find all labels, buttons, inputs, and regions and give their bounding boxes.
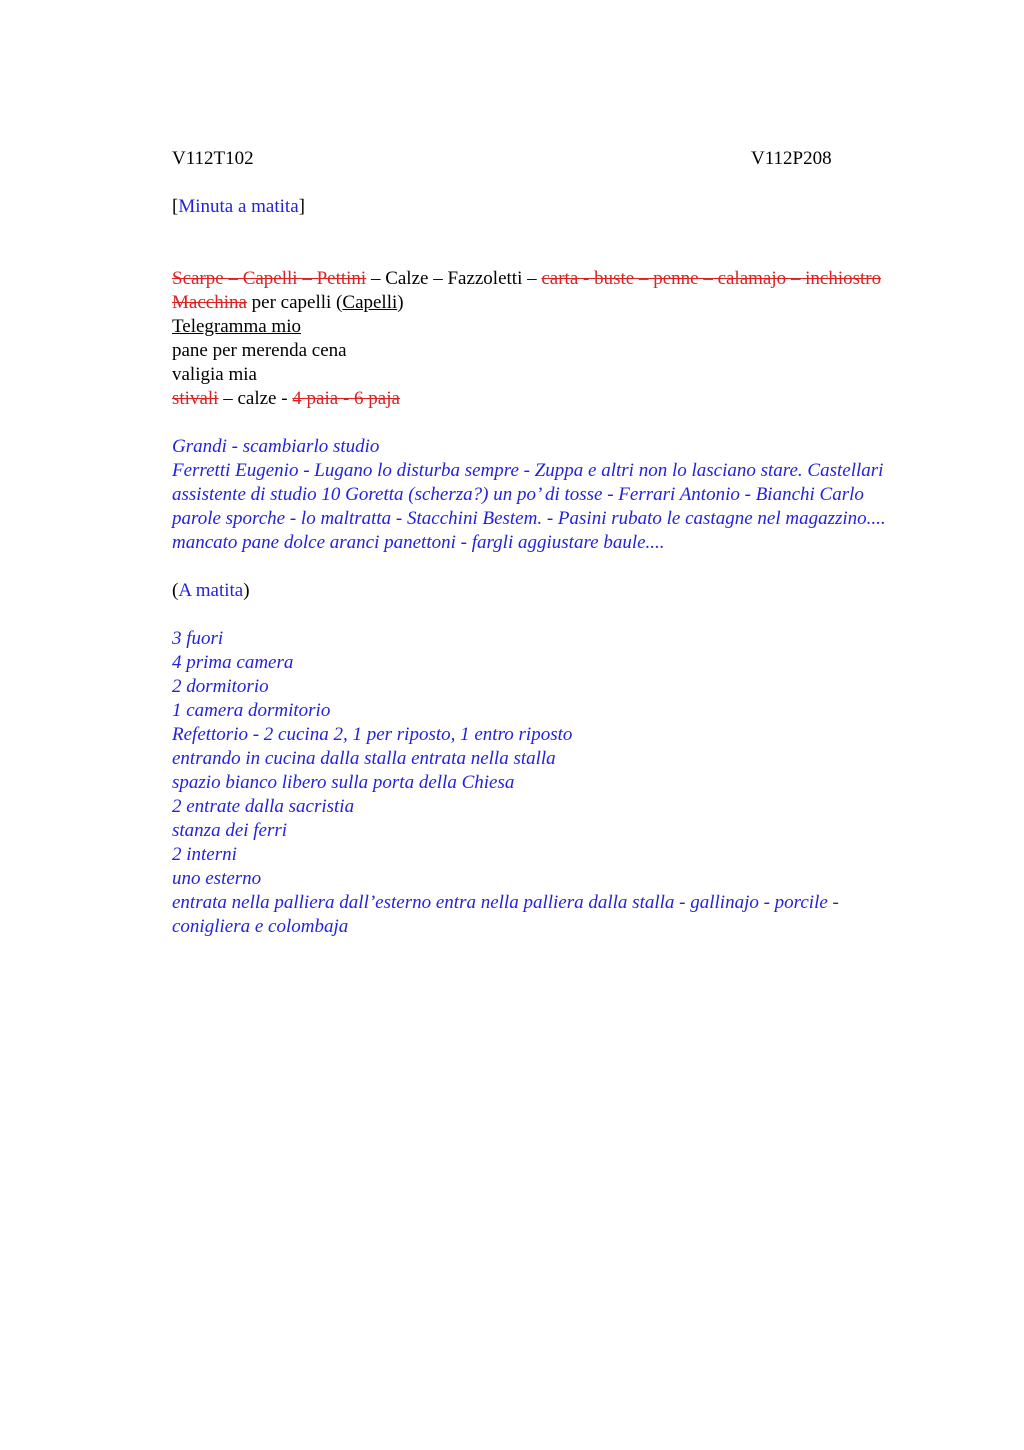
pencil-label: A matita xyxy=(178,580,244,601)
italic-notes-block xyxy=(172,435,912,555)
list-line-2 xyxy=(172,291,912,315)
room-line: entrata nella palliera dall’esterno entra nella palliera dalla stalla - gallinajo - porcile - conigliera e colombaja xyxy=(172,892,839,937)
deleted-text: Scarpe – Capelli – Pettini xyxy=(172,268,367,289)
bracket-open: [ xyxy=(172,196,179,217)
room-line: stanza dei ferri xyxy=(172,820,288,841)
room-line: 3 fuori xyxy=(172,628,224,649)
right-code: V112P208 xyxy=(751,148,832,169)
room-line: 4 prima camera xyxy=(172,652,294,673)
list-line-1 xyxy=(172,267,912,291)
deleted-text: Macchina xyxy=(172,292,247,313)
room-line: 1 camera dormitorio xyxy=(172,700,331,721)
italic-note: mancato pane dolce aranci panettoni - fargli aggiustare baule.... xyxy=(172,532,665,553)
room-line: 2 entrate dalla sacristia xyxy=(172,796,355,817)
list-text: per capelli ( xyxy=(246,292,343,313)
list-line-6 xyxy=(172,387,912,411)
room-line: spazio bianco libero sulla porta della Chiesa xyxy=(172,772,515,793)
deleted-text: 4 paia - 6 paja xyxy=(292,388,400,409)
underlined-text: Capelli xyxy=(342,292,398,313)
deleted-text: carta - buste – penne – calamajo – inchiostro xyxy=(541,268,882,289)
list-text: ) xyxy=(397,292,404,313)
document-body xyxy=(172,147,912,939)
italic-note: Ferretti Eugenio - Lugano lo disturba sempre - Zuppa e altri non lo lasciano stare. Castellari assistente di studio 10 Goretta (scherza?) un po’ di tosse - Ferrari Antonio - Bianchi Carlo parole sporche - lo maltratta - Stacchini Bestem. - Pasini rubato le castagne nel magazzino.... xyxy=(172,460,886,529)
list-text: – calze - xyxy=(218,388,293,409)
left-code: V112T102 xyxy=(172,148,254,169)
pencil-draft-label: Minuta a matita xyxy=(178,196,299,217)
room-line: entrando in cucina dalla stalla entrata nella stalla xyxy=(172,748,556,769)
list-line-4: pane per merenda cena xyxy=(172,340,347,361)
bracket-close: ] xyxy=(298,196,305,217)
pencil-note xyxy=(172,579,912,603)
paren-open: ( xyxy=(172,580,179,601)
rooms-list xyxy=(172,627,912,939)
list-text: – Calze – Fazzoletti – xyxy=(366,268,542,289)
room-line: 2 dormitorio xyxy=(172,676,269,697)
room-line: Refettorio - 2 cucina 2, 1 per riposto, 1 entro riposto xyxy=(172,724,573,745)
list-line-3 xyxy=(172,315,912,339)
deleted-text: stivali xyxy=(172,388,219,409)
italic-note: Grandi - scambiarlo studio xyxy=(172,436,380,457)
underlined-text: Telegramma mio xyxy=(172,316,301,337)
room-line: uno esterno xyxy=(172,868,262,889)
list-line-5: valigia mia xyxy=(172,364,257,385)
header-row xyxy=(172,147,912,171)
pencil-draft-note xyxy=(172,195,912,219)
paren-close: ) xyxy=(243,580,250,601)
room-line: 2 interni xyxy=(172,844,237,865)
